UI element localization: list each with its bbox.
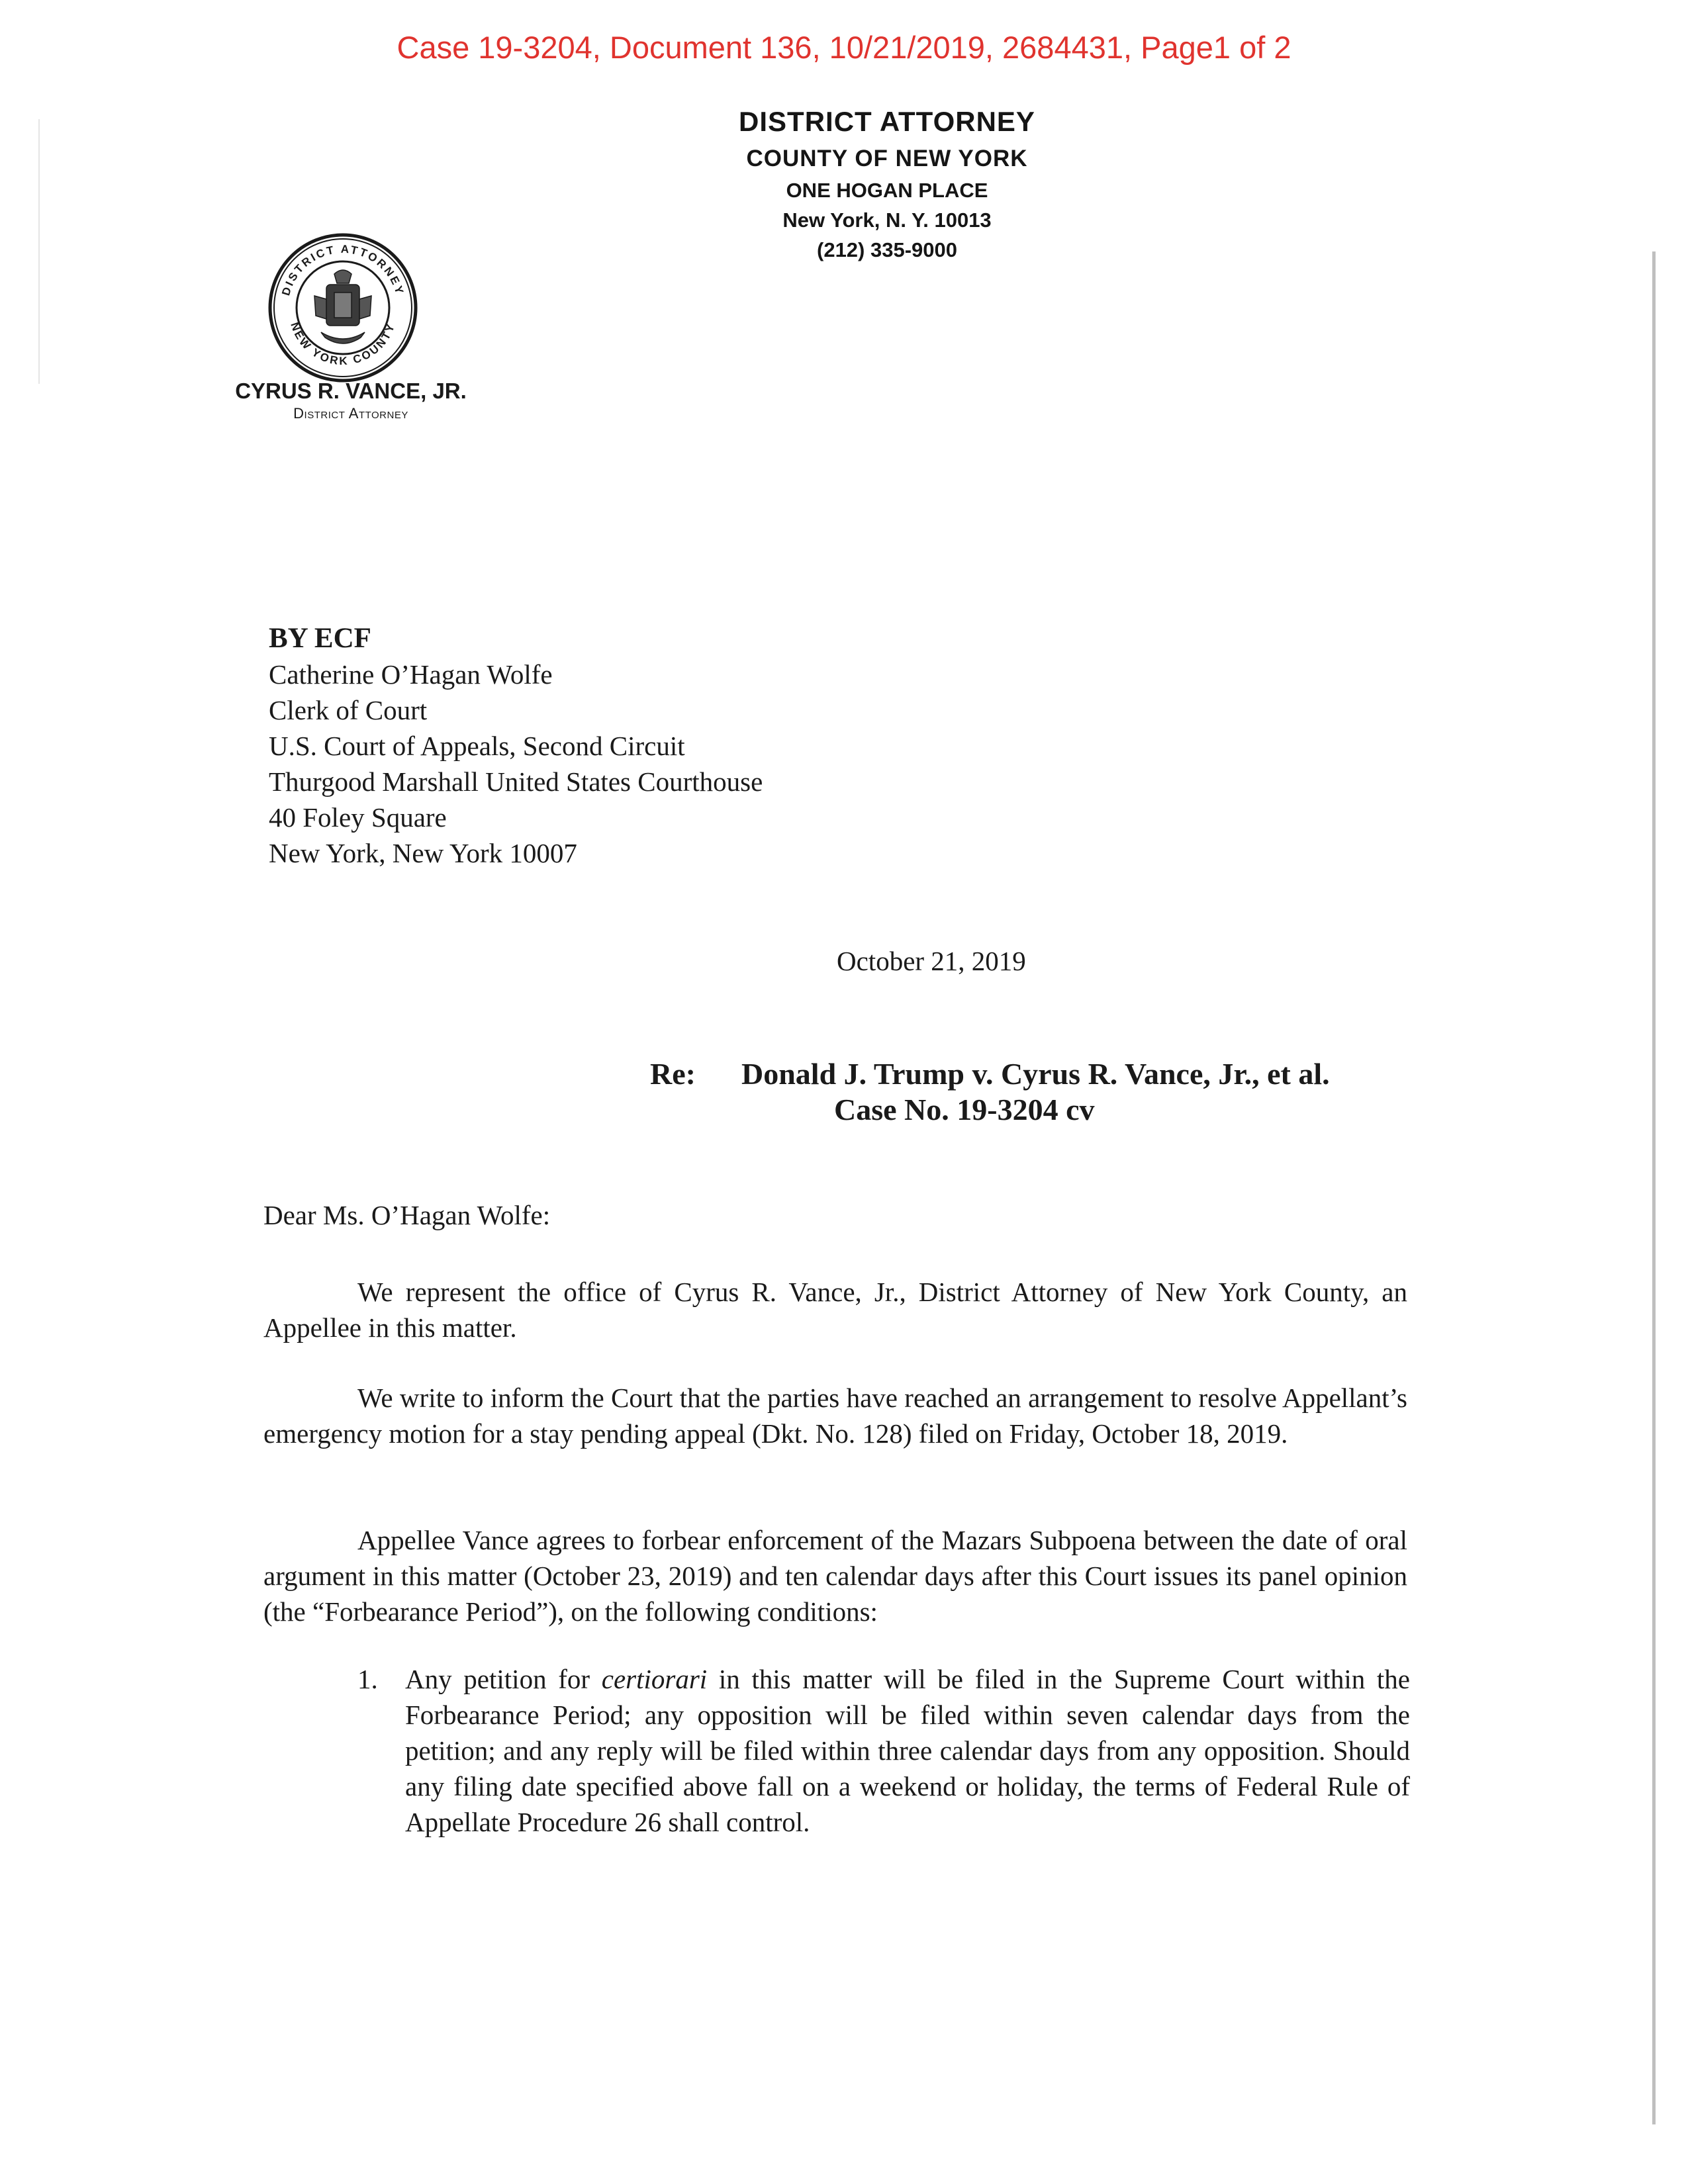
- office-phone: (212) 335-9000: [817, 238, 957, 261]
- recipient-role: Clerk of Court: [269, 695, 428, 725]
- salutation: Dear Ms. O’Hagan Wolfe:: [263, 1200, 551, 1230]
- re-case-caption: Donald J. Trump v. Cyrus R. Vance, Jr., et al.: [741, 1057, 1330, 1091]
- scan-edge-line: [1652, 251, 1656, 2124]
- office-street: ONE HOGAN PLACE: [786, 179, 988, 202]
- office-title: DISTRICT ATTORNEY: [739, 106, 1035, 137]
- recipient-city: New York, New York 10007: [269, 838, 577, 868]
- list-item-text: [405, 1661, 1410, 1840]
- recipient-building: Thurgood Marshall United States Courthouse: [269, 766, 763, 797]
- ecf-case-header: Case 19-3204, Document 136, 10/21/2019, 2684431, Page1 of 2: [397, 30, 1291, 65]
- re-case-number: Case No. 19-3204 cv: [834, 1093, 1095, 1126]
- re-label: Re:: [650, 1057, 696, 1091]
- svg-text:NEW YORK COUNTY: [288, 321, 397, 368]
- list-item-text-rest: in this matter will be filed in the Supreme Court within the Forbearance Period; any opposition will be filed within seven calendar days from the petition; and any reply will be filed within three calendar days from any opposition. Should any filing date specified above fall on a weekend or holiday, the terms of Federal Rule of Appellate Procedure 26 shall control.: [405, 1664, 1410, 1837]
- recipient-name: Catherine O’Hagan Wolfe: [269, 659, 553, 690]
- paragraph-text: We write to inform the Court that the parties have reached an arrangement to resolve Appellant’s emergency motion for a stay pending appeal (Dkt. No. 128) filed on Friday, October 18, 2019.: [263, 1383, 1407, 1449]
- district-attorney-seal-icon: [268, 233, 418, 383]
- delivery-method: BY ECF: [269, 623, 371, 654]
- signatory-name: CYRUS R. VANCE, JR.: [235, 379, 467, 403]
- scan-edge-mark: [38, 119, 40, 384]
- recipient-street: 40 Foley Square: [269, 802, 447, 833]
- office-city: New York, N. Y. 10013: [782, 208, 992, 232]
- paragraph-text: Appellee Vance agrees to forbear enforcement of the Mazars Subpoena between the date of oral argument in this matter (October 23, 2019) and ten calendar days after this Court issues its panel opinion (the “Forbearance Period”), on the following conditions:: [263, 1525, 1407, 1627]
- office-county: COUNTY OF NEW YORK: [746, 146, 1028, 171]
- list-item-italic-term: certiorari: [601, 1664, 708, 1694]
- body-paragraph: [263, 1274, 1407, 1345]
- seal-bottom-text: NEW YORK COUNTY: [288, 320, 398, 368]
- paragraph-text: We represent the office of Cyrus R. Vance, Jr., District Attorney of New York County, an Appellee in this matter.: [263, 1277, 1407, 1343]
- body-paragraph: [263, 1522, 1407, 1629]
- seal-top-text: DISTRICT ATTORNEY: [279, 242, 406, 297]
- condition-list-item: [357, 1661, 1410, 1840]
- list-item-text-start: Any petition for: [405, 1664, 602, 1694]
- signatory-title: District Attorney: [293, 405, 408, 422]
- recipient-court: U.S. Court of Appeals, Second Circuit: [269, 731, 685, 761]
- list-item-number: 1.: [357, 1664, 378, 1694]
- body-paragraph: [263, 1380, 1407, 1451]
- letter-date: October 21, 2019: [837, 946, 1026, 976]
